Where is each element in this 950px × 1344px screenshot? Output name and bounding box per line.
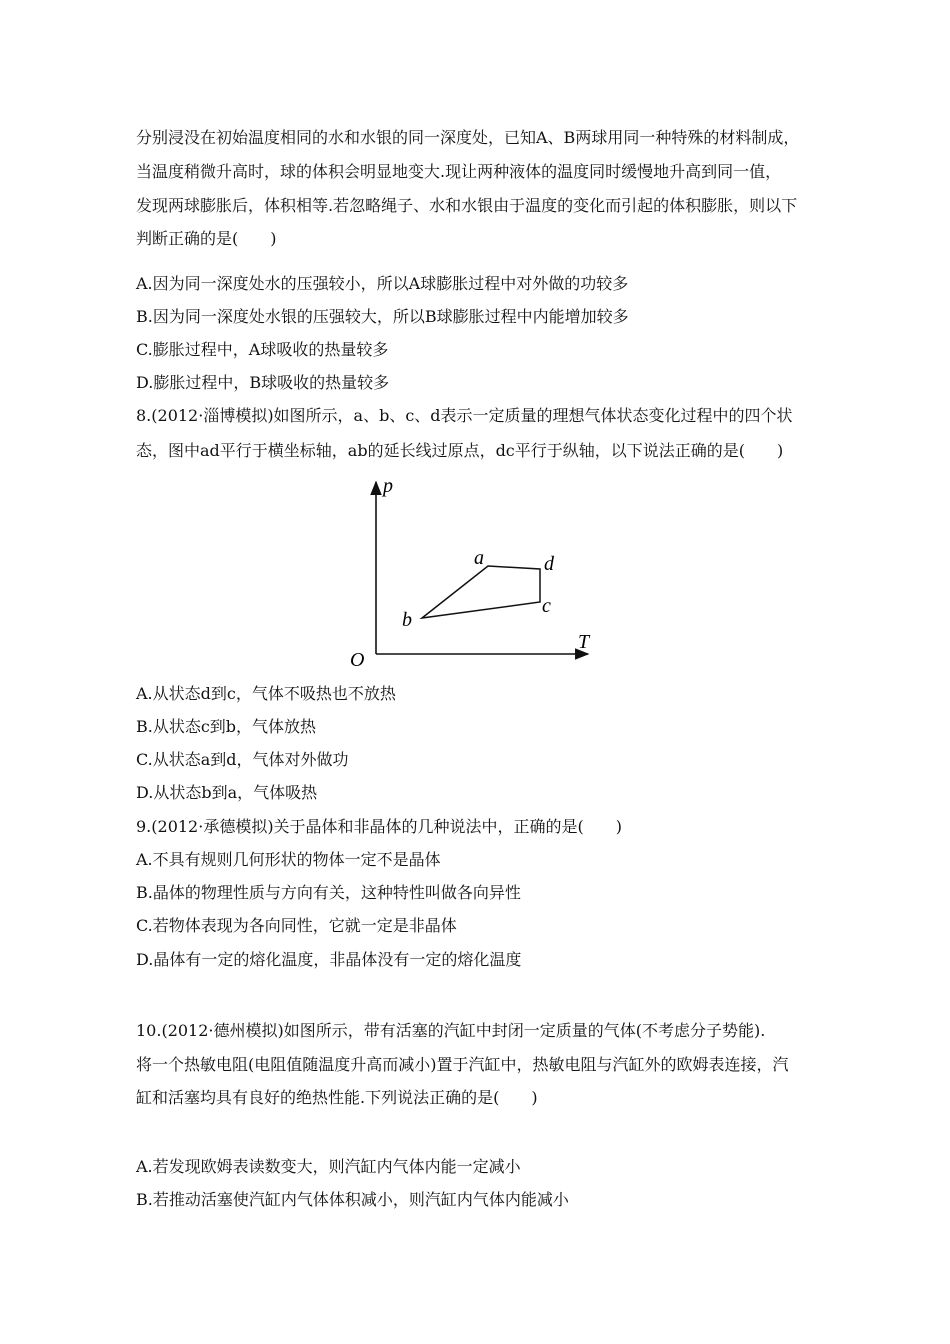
q7-option-c: C.膨胀过程中，A球吸收的热量较多: [136, 340, 389, 359]
origin-label: O: [350, 649, 365, 671]
point-b-label: b: [402, 609, 412, 631]
q8-option-b: B.从状态c到b，气体放热: [136, 717, 317, 736]
q7-stem-line: 分别浸没在初始温度相同的水和水银的同一深度处，已知A、B两球用同一种特殊的材料制成，: [136, 128, 800, 147]
q9-option-c: C.若物体表现为各向同性，它就一定是非晶体: [136, 916, 457, 935]
q7-stem-line: 判断正确的是( ): [136, 229, 277, 248]
cycle-abcd: [422, 566, 540, 618]
p-axis-label: p: [383, 475, 393, 497]
q7-option-b: B.因为同一深度处水银的压强较大，所以B球膨胀过程中内能增加较多: [136, 307, 629, 326]
t-axis-label: T: [578, 631, 590, 653]
q10-stem-line: 将一个热敏电阻(电阻值随温度升高而减小)置于汽缸中，热敏电阻与汽缸外的欧姆表连接，汽: [136, 1055, 789, 1074]
q8-option-d: D.从状态b到a，气体吸热: [136, 783, 318, 802]
point-a-label: a: [474, 547, 484, 569]
q10-stem-line: 缸和活塞均具有良好的绝热性能.下列说法正确的是( ): [136, 1088, 538, 1107]
q9-option-a: A.不具有规则几何形状的物体一定不是晶体: [136, 850, 441, 869]
q10-stem-line: 10.(2012·德州模拟)如图所示，带有活塞的汽缸中封闭一定质量的气体(不考虑分子势能).: [136, 1021, 766, 1040]
q9-option-b: B.晶体的物理性质与方向有关，这种特性叫做各向异性: [136, 883, 521, 902]
q7-option-d: D.膨胀过程中，B球吸收的热量较多: [136, 373, 390, 392]
q7-option-a: A.因为同一深度处水的压强较小，所以A球膨胀过程中对外做的功较多: [136, 274, 629, 293]
point-c-label: c: [542, 595, 551, 617]
point-d-label: d: [544, 553, 554, 575]
q7-stem-line: 发现两球膨胀后，体积相等.若忽略绳子、水和水银由于温度的变化而引起的体积膨胀，则以下: [136, 196, 798, 215]
q8-option-c: C.从状态a到d，气体对外做功: [136, 750, 349, 769]
q8-option-a: A.从状态d到c，气体不吸热也不放热: [136, 684, 396, 703]
q8-stem-line: 态，图中ad平行于横坐标轴，ab的延长线过原点，dc平行于纵轴，以下说法正确的是( ): [136, 441, 784, 460]
q9-stem-line: 9.(2012·承德模拟)关于晶体和非晶体的几种说法中，正确的是( ): [136, 817, 623, 836]
q10-option-b: B.若推动活塞使汽缸内气体体积减小，则汽缸内气体内能减小: [136, 1190, 569, 1209]
q10-option-a: A.若发现欧姆表读数变大，则汽缸内气体内能一定减小: [136, 1157, 521, 1176]
p-t-diagram: [340, 470, 610, 680]
q8-stem-line: 8.(2012·淄博模拟)如图所示，a、b、c、d表示一定质量的理想气体状态变化过程中的四个状: [136, 406, 793, 425]
q7-stem-line: 当温度稍微升高时，球的体积会明显地变大.现让两种液体的温度同时缓慢地升高到同一值，: [136, 162, 782, 181]
q9-option-d: D.晶体有一定的熔化温度，非晶体没有一定的熔化温度: [136, 950, 522, 969]
